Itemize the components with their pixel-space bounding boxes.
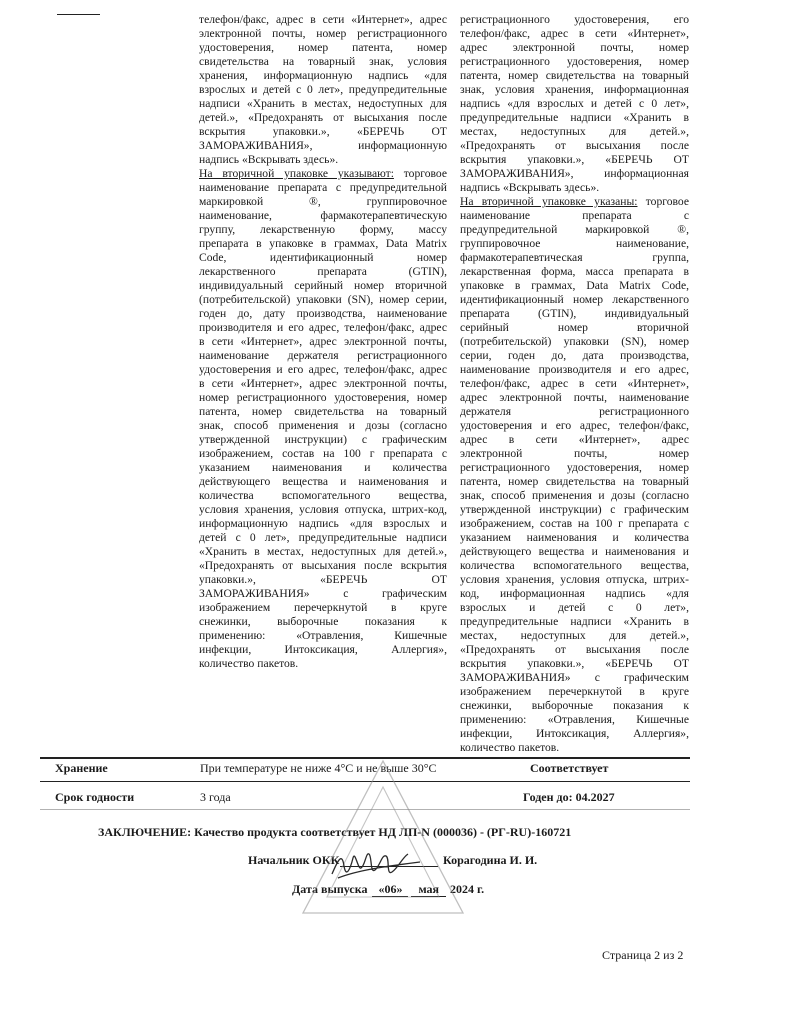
text-line: удостоверения и его адрес, телефон/факс, — [460, 419, 689, 432]
text-line: электронной почты, номер регистрационного — [199, 27, 447, 40]
text-line: лекарственного препарата (GTIN), — [199, 265, 447, 278]
section-lead: На вторичной упаковке указаны: — [460, 195, 638, 208]
row-label-storage: Хранение — [55, 761, 108, 775]
text-line: взрослых и детей с 0 лет», — [460, 601, 689, 614]
text-line: наименование производителя и его адрес, — [460, 363, 689, 376]
text-line: удостоверения и его адрес, телефон/факс, адрес — [199, 363, 447, 376]
text-line: действующего вещества и наименования и — [199, 475, 447, 488]
text-line: количества вспомогательного вещества, — [199, 489, 447, 502]
text-line: местах, недоступных для детей.», — [460, 629, 689, 642]
text-line: производителя и его адрес, телефон/факс, адрес — [199, 321, 447, 334]
row-requirement-storage: При температуре не ниже 4°С и не выше 30°С — [200, 761, 437, 775]
text-line: лекарственная форма, масса препарата в — [460, 265, 689, 278]
release-date — [292, 882, 484, 897]
text-line: удостоверения, номер патента, номер — [199, 41, 447, 54]
text-line: детей.», «Предохранять от высыхания после — [199, 111, 447, 124]
text-line: количество пакетов. — [460, 741, 560, 754]
text-line: «Предохранять от высыхания после — [460, 643, 689, 656]
text-line: группу, лекарственную форму, массу — [199, 223, 447, 236]
text-line — [199, 167, 447, 181]
text-line: годен до, дату производства, наименование — [199, 307, 447, 320]
text-line: надпись «Вскрывать здесь». — [199, 153, 339, 166]
text-line: условия хранения, условия отпуска, штрих- — [460, 573, 689, 586]
text-line: наименование держателя регистрационного — [199, 349, 447, 362]
text-line: «Предохранять от высыхания после вскрытия — [199, 559, 447, 572]
text-line: применению: «Отравления, Кишечные — [460, 713, 689, 726]
text-line: в сети «Интернет», адрес электронной почты, — [199, 377, 447, 390]
release-date-month: мая — [411, 883, 446, 897]
text-line: номер регистрационного удостоверения, номер — [199, 391, 447, 404]
text-line: знак, условия хранения, информационная — [460, 83, 689, 96]
text-line: упаковке в граммах, Data Matrix Code, — [460, 279, 689, 292]
text-line: снежинки, выборочные показания к — [460, 699, 689, 712]
text-line: электронной почты, номер — [460, 447, 689, 460]
text-line: адрес электронной почты, наименование — [460, 391, 689, 404]
text-line: телефон/факс, адрес в сети «Интернет», — [460, 27, 689, 40]
table-rule-top — [40, 757, 690, 759]
paragraph — [199, 13, 447, 167]
text-line: действующего вещества и наименования и — [460, 545, 689, 558]
text-line: (потребительской) упаковки (SN), номер — [460, 335, 689, 348]
text-line: применению: «Отравления, Кишечные — [199, 629, 447, 642]
text-line: указанием наименования и количества — [460, 531, 689, 544]
row-result-storage: Соответствует — [530, 761, 609, 775]
row-requirement-shelf-life: 3 года — [200, 790, 231, 804]
text-line: надпись «Вскрывать здесь». — [460, 181, 600, 194]
signer-position: Начальник ОКК — [248, 853, 340, 867]
text-line: количества вспомогательного вещества, — [460, 559, 689, 572]
text-line: изображением, состав на 100 г препарата с — [460, 517, 689, 530]
text-line: ЗАМОРАЖИВАНИЯ» с графическим — [460, 671, 689, 684]
text-line: предупредительные надписи «Хранить в — [460, 615, 689, 628]
text-line: снежинки, выборочные показания к — [199, 615, 447, 628]
text-fragment: торговое — [403, 167, 447, 180]
signature-line — [340, 866, 438, 867]
text-line: вскрытия упаковки.», «БЕРЕЧЬ ОТ — [460, 657, 689, 670]
signature — [328, 840, 423, 885]
text-line: надпись «для взрослых и детей с 0 лет», — [460, 97, 689, 110]
text-line: детей с 0 лет», предупредительные надписи — [199, 531, 447, 544]
release-date-label: Дата выпуска — [292, 882, 368, 896]
text-line: «Хранить в местах, недоступных для детей.», — [199, 545, 447, 558]
text-line: ЗАМОРАЖИВАНИЯ», информационную — [199, 139, 447, 152]
text-line: Code, идентификационный номер — [199, 251, 447, 264]
signer-name: Корагодина И. И. — [443, 853, 538, 867]
text-line: серийный номер вторичной — [460, 321, 689, 334]
row-result-shelf-life: Годен до: 04.2027 — [523, 790, 615, 804]
text-line: держателя регистрационного — [460, 405, 689, 418]
text-line: утвержденной инструкции) с графическим — [460, 503, 689, 516]
text-line: регистрационного удостоверения, номер — [460, 55, 689, 68]
text-line: вскрытия упаковки.», «БЕРЕЧЬ ОТ — [460, 153, 689, 166]
text-line: указанием наименования и количества — [199, 461, 447, 474]
conclusion: ЗАКЛЮЧЕНИЕ: Качество продукта соответствует НД ЛП-N (000036) - (РГ-RU)-160721 — [98, 825, 572, 839]
page-number: Страница 2 из 2 — [602, 948, 684, 962]
text-line: надписи «Хранить в местах, недоступных для — [199, 97, 447, 110]
text-line: знак, способ применения и дозы (согласно — [460, 489, 689, 502]
text-line: количество пакетов. — [199, 657, 299, 670]
text-line: телефон/факс, адрес в сети «Интернет», адрес — [199, 13, 447, 26]
release-date-year: 2024 г. — [450, 882, 485, 896]
text-line: изображением перечеркнутой в круге — [460, 685, 689, 698]
table-rule-bottom — [40, 809, 690, 810]
text-line: предупредительные надписи «Хранить в — [460, 111, 689, 124]
text-line: группировочное наименование, — [460, 237, 689, 250]
paragraph — [460, 13, 689, 195]
text-line: фармакотерапевтическая группа, — [460, 251, 689, 264]
text-line: (потребительской) упаковки (SN), номер серии, — [199, 293, 447, 306]
text-line: адрес электронной почты, номер — [460, 41, 689, 54]
row-label-shelf-life: Срок годности — [55, 790, 135, 804]
text-line: изображением, состав на 100 г препарата с — [199, 447, 447, 460]
text-line: наименование препарата с — [460, 209, 689, 222]
text-line: в сети «Интернет», адрес электронной почты, — [199, 335, 447, 348]
text-line: патента, номер свидетельства на товарный — [460, 69, 689, 82]
release-date-day: «06» — [372, 883, 408, 897]
text-line: наименование препарата с предупредительной — [199, 181, 447, 194]
text-line: взрослых и детей с 0 лет», предупредительные — [199, 83, 447, 96]
text-line: изображением перечеркнутой в круге — [199, 601, 447, 614]
text-line: условия хранения, условия отпуска, штрих-код, — [199, 503, 447, 516]
text-line: предупредительной маркировкой ®, — [460, 223, 689, 236]
text-line: патента, номер свидетельства на товарный — [460, 475, 689, 488]
requirement-text-column — [199, 13, 447, 671]
text-line: хранения, информационную надпись «для — [199, 69, 447, 82]
text-line: препарата в упаковке в граммах, Data Matrix — [199, 237, 447, 250]
text-line: индивидуальный серийный номер вторичной — [199, 279, 447, 292]
text-line: регистрационного удостоверения, его — [460, 13, 689, 26]
text-line — [460, 195, 689, 209]
text-line: информационную надпись «для взрослых и — [199, 517, 447, 530]
text-line: ЗАМОРАЖИВАНИЯ» с графическим — [199, 587, 447, 600]
text-line: серии, годен до, дата производства, — [460, 349, 689, 362]
text-line: адрес в сети «Интернет», адрес — [460, 433, 689, 446]
text-fragment: торговое — [645, 195, 689, 208]
text-line: «Предохранять от высыхания после — [460, 139, 689, 152]
text-line: инфекции, Интоксикация, Аллергия», — [460, 727, 689, 740]
paragraph — [460, 195, 689, 755]
stamp-inner-triangle — [327, 787, 439, 897]
result-text-column — [460, 13, 689, 755]
text-line: телефон/факс, адрес в сети «Интернет», — [460, 377, 689, 390]
text-line: инфекции, Интоксикация, Аллергия», — [199, 643, 447, 656]
text-line: препарата (GTIN), индивидуальный — [460, 307, 689, 320]
paragraph — [199, 167, 447, 671]
section-lead: На вторичной упаковке указывают: — [199, 167, 394, 180]
table-rule-middle — [40, 781, 690, 782]
text-line: патента, номер свидетельства на товарный — [199, 405, 447, 418]
text-line: свидетельства на товарный знак, условия — [199, 55, 447, 68]
text-line: местах, недоступных для детей.», — [460, 125, 689, 138]
text-line: наименование, фармакотерапевтическую — [199, 209, 447, 222]
text-line: код, информационная надпись «для — [460, 587, 689, 600]
text-line: знак, способ применения и дозы (согласно — [199, 419, 447, 432]
text-line: регистрационного удостоверения, номер — [460, 461, 689, 474]
text-line: маркировкой ®, группировочное — [199, 195, 447, 208]
top-border-fragment — [57, 14, 100, 15]
text-line: ЗАМОРАЖИВАНИЯ», информационная — [460, 167, 689, 180]
text-line: упаковки.», «БЕРЕЧЬ ОТ — [199, 573, 447, 586]
text-line: вскрытия упаковки.», «БЕРЕЧЬ ОТ — [199, 125, 447, 138]
text-line: идентификационный номер лекарственного — [460, 293, 689, 306]
text-line: утвержденной инструкции) с графическим — [199, 433, 447, 446]
